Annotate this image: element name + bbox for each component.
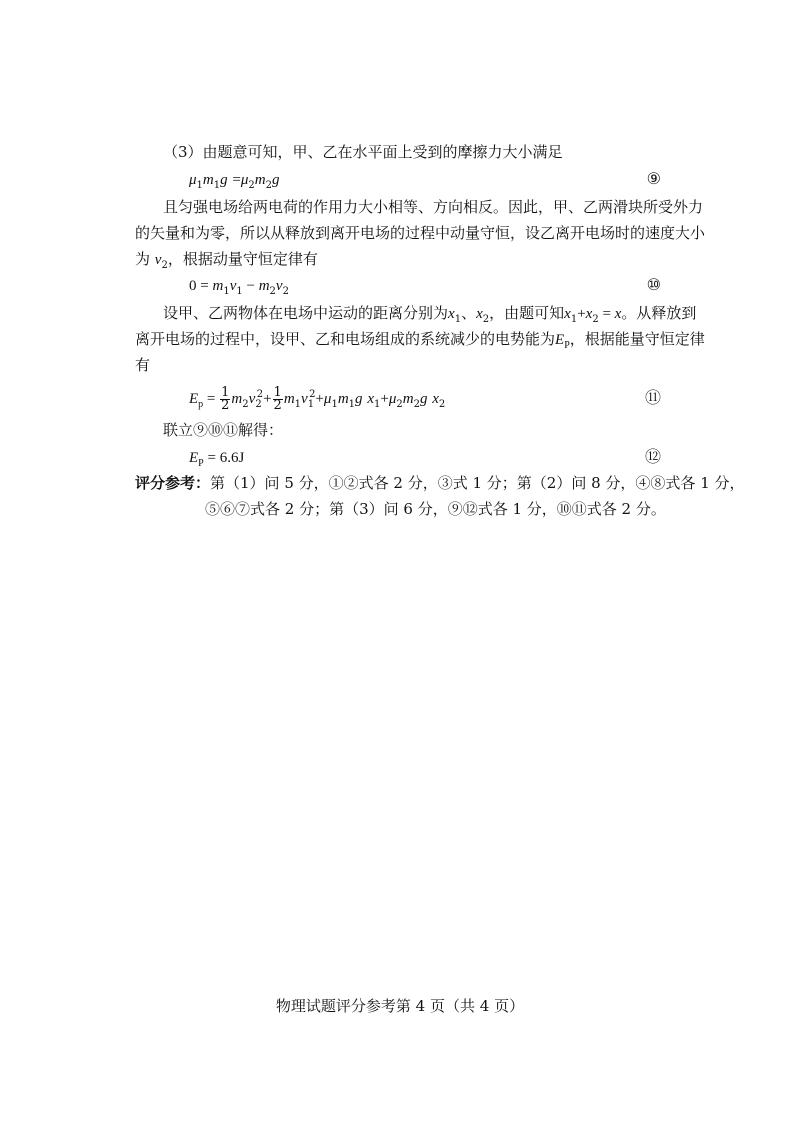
equation-9-line xyxy=(0,168,800,190)
equation-number: ⑫ xyxy=(644,447,661,466)
equation-11-line xyxy=(0,385,800,411)
text-line xyxy=(0,419,800,441)
grading-line xyxy=(0,472,800,494)
text-line xyxy=(0,248,800,270)
paragraph-text: 设甲、乙两物体在电场中运动的距离分别为$x_1$、$x_2$，由题可知$x_1+x_2 = x$。从释放到 xyxy=(163,304,697,325)
grading-label: 评分参考： xyxy=(135,474,211,492)
equation-number: ⑩ xyxy=(646,275,661,294)
text-line xyxy=(0,302,800,324)
page-footer: 物理试题评分参考第 4 页（共 4 页） xyxy=(275,997,525,1015)
equation-12-line xyxy=(0,446,800,468)
grading-reference: 评分参考：第（1）问 5 分，①②式各 2 分，③式 1 分；第（2）问 8 分，④⑧式各 1 分， xyxy=(135,474,745,492)
paragraph-text: 有 xyxy=(135,356,151,374)
equation-number: ⑨ xyxy=(646,169,661,188)
equation-number: ⑪ xyxy=(644,388,661,407)
equation-11: $E_p$ = $\frac{1}{2}$ $m_2v_2^2+$ $\frac{1}{2}$ $m_1v_1^2+\mu_1m_1g$ $x_1+\mu_2m_2g$ $x_2$ xyxy=(189,384,446,413)
text-line xyxy=(0,141,800,163)
grading-line xyxy=(0,498,800,520)
text-line xyxy=(0,328,800,350)
equation-10: $0 = m_1v_1 - m_2v_2$ xyxy=(189,278,289,297)
text-line xyxy=(0,196,800,218)
paragraph-text: 离开电场的过程中，设甲、乙和电场组成的系统减少的电势能为$E_P$，根据能量守恒定律 xyxy=(135,330,705,351)
paragraph-text: 的矢量和为零，所以从释放到离开电场的过程中动量守恒，设乙离开电场时的速度大小 xyxy=(135,224,706,242)
equation-10-line xyxy=(0,274,800,296)
equation-9: $\mu_1m_1g =\mu_2m_2g$ xyxy=(189,172,280,191)
paragraph-text: 为 $v_2$，根据动量守恒定律有 xyxy=(135,250,318,271)
paragraph-text: 联立⑨⑩⑪解得： xyxy=(163,421,284,439)
grading-reference: ⑤⑥⑦式各 2 分；第（3）问 6 分，⑨⑫式各 1 分，⑩⑪式各 2 分。 xyxy=(205,500,666,518)
paragraph-text: 且匀强电场给两电荷的作用力大小相等、方向相反。因此，甲、乙两滑块所受外力 xyxy=(163,198,704,216)
text-line xyxy=(0,222,800,244)
text-line xyxy=(0,354,800,376)
paragraph-part3-intro: （3）由题意可知，甲、乙在水平面上受到的摩擦力大小满足 xyxy=(163,143,563,161)
equation-12: $E_P = 6.6J$ xyxy=(189,450,245,469)
